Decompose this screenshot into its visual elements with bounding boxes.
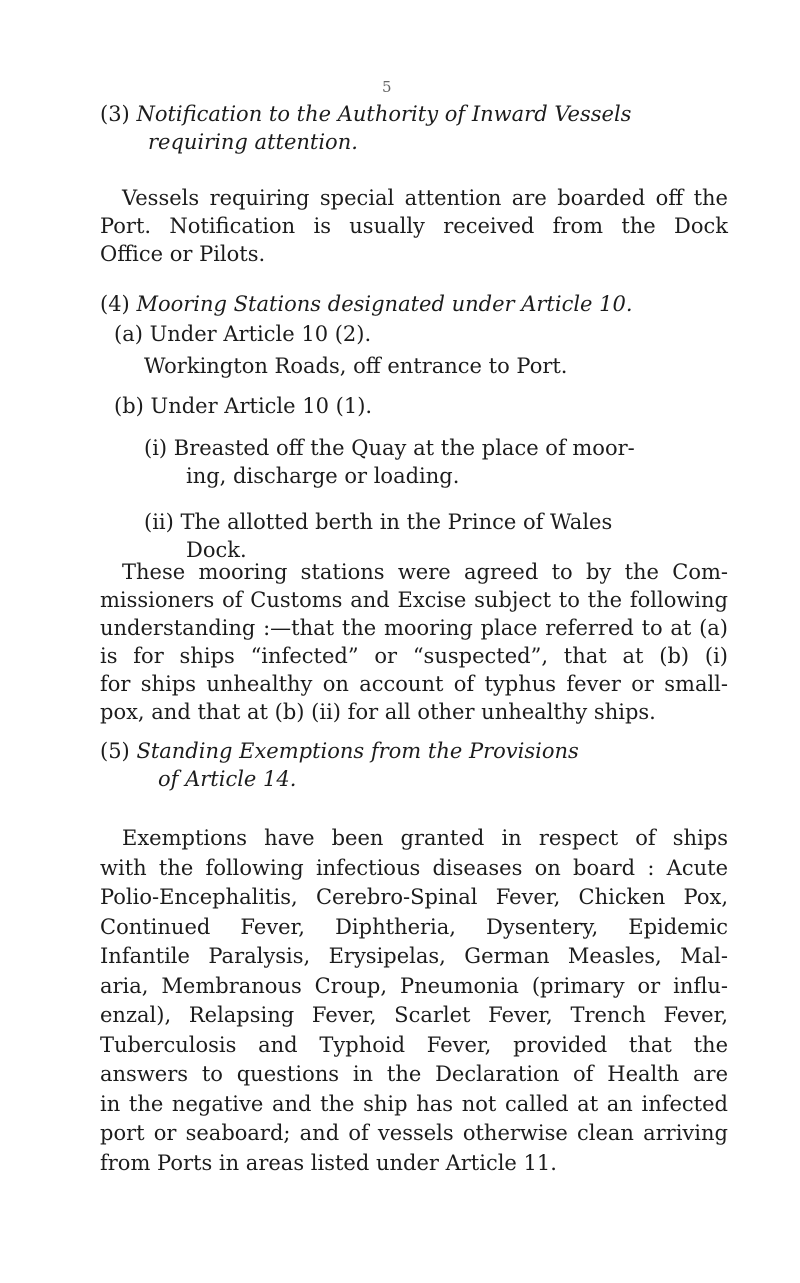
para-line: Office or Pilots. — [100, 242, 266, 266]
page-number: 5 — [382, 78, 392, 96]
para-line: for ships unhealthy on account of typhus fever or small- — [100, 672, 728, 696]
section-5-heading-line-1: Standing Exemptions from the Provisions — [136, 739, 579, 763]
para-line: is for ships “infected” or “suspected”, that at (b) (i) — [100, 644, 728, 668]
item-b-label: (b) Under Article 10 (1). — [114, 394, 373, 418]
section-4 — [100, 290, 728, 564]
para-line: Polio-Encephalitis, Cerebro-Spinal Fever, Chicken Pox, — [100, 885, 728, 909]
section-3-paragraph — [100, 184, 728, 268]
para-line: from Ports in areas listed under Article 11. — [100, 1150, 557, 1175]
section-3-heading-line-1: Notification to the Authority of Inward Vessels — [136, 102, 632, 126]
section-4-number: (4) — [100, 292, 130, 316]
section-3-heading — [100, 100, 728, 128]
section-4-heading — [100, 290, 728, 318]
para-line: with the following infectious diseases on board : Acute — [100, 855, 728, 880]
section-3-heading-line-2: requiring attention. — [148, 130, 358, 154]
item-a-label: (a) Under Article 10 (2). — [114, 322, 372, 346]
section-4-heading-text: Mooring Stations designated under Article 10. — [136, 292, 633, 316]
para-line: port or seaboard; and of vessels otherwise clean arriving — [100, 1121, 728, 1145]
item-b-i-line-2: ing, discharge or loading. — [186, 464, 460, 488]
item-b-ii-line-2: Dock. — [186, 538, 247, 562]
para-line: missioners of Customs and Excise subject to the following — [100, 588, 728, 612]
para-line: Continued Fever, Diphtheria, Dysentery, Epidemic — [100, 914, 728, 939]
item-a-text: Workington Roads, off entrance to Port. — [144, 354, 568, 378]
para-line: answers to questions in the Declaration of Health are — [100, 1062, 728, 1086]
item-b-ii-line-1: (ii) The allotted berth in the Prince of Wales — [144, 510, 613, 534]
para-line: aria, Membranous Croup, Pneumonia (primary or influ- — [100, 973, 728, 998]
para-line: Tuberculosis and Typhoid Fever, provided that the — [100, 1032, 728, 1057]
para-line: enzal), Relapsing Fever, Scarlet Fever, Trench Fever, — [100, 1003, 728, 1027]
section-5-paragraph — [100, 824, 728, 1178]
para-line: pox, and that at (b) (ii) for all other unhealthy ships. — [100, 700, 656, 724]
section-5 — [100, 737, 728, 793]
para-line: understanding :—that the mooring place referred to at (a) — [100, 616, 728, 640]
section-5-heading — [100, 737, 728, 765]
item-b-i-line-1: (i) Breasted off the Quay at the place of moor- — [144, 436, 635, 460]
section-3 — [100, 100, 728, 156]
section-5-number: (5) — [100, 739, 130, 763]
section-3-number: (3) — [100, 102, 130, 126]
para-line: These mooring stations were agreed to by the Com- — [122, 560, 728, 584]
para-line: Port. Notification is usually received from the Dock — [100, 214, 728, 238]
para-line: in the negative and the ship has not called at an infected — [100, 1091, 728, 1116]
para-line: Infantile Paralysis, Erysipelas, German Measles, Mal- — [100, 944, 728, 968]
para-line: Vessels requiring special attention are boarded off the — [122, 186, 728, 210]
section-4-paragraph — [100, 558, 728, 726]
section-5-heading-line-2: of Article 14. — [158, 767, 297, 791]
para-line: Exemptions have been granted in respect of ships — [122, 826, 728, 850]
